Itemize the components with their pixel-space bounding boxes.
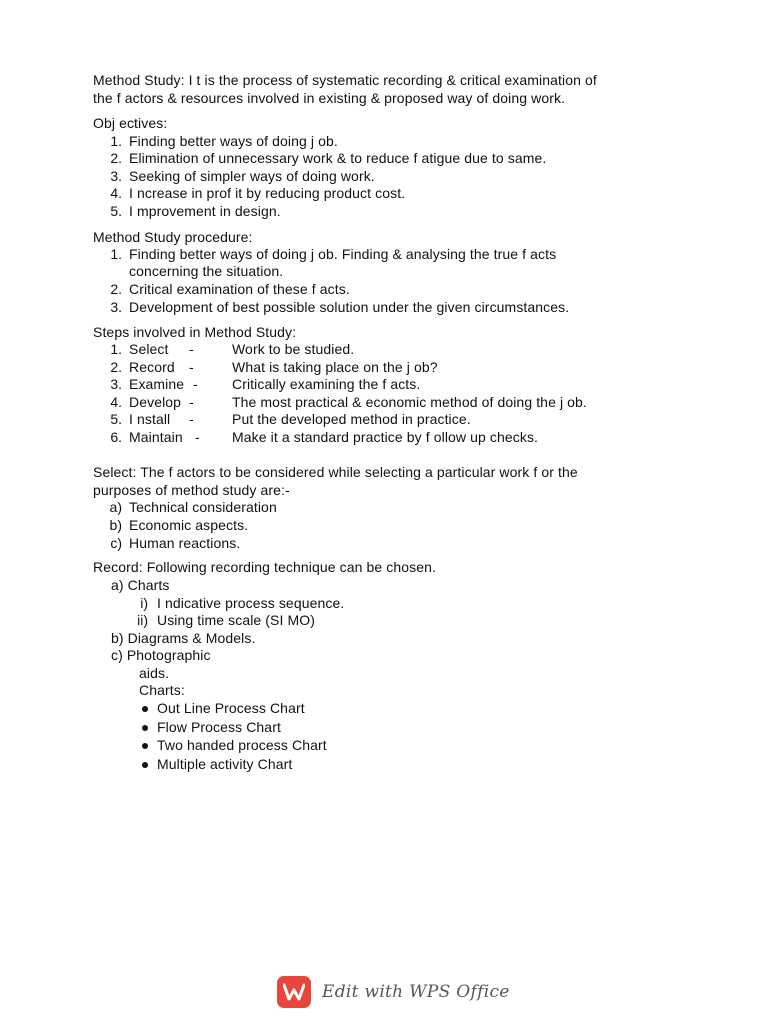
objective-item: Seeking of simpler ways of doing work. <box>129 168 375 184</box>
chart-list-item: Multiple activity Chart <box>157 756 293 772</box>
select-item: Economic aspects. <box>129 517 249 533</box>
step-description: Put the developed method in practice. <box>232 411 471 427</box>
step-dash: - <box>189 341 194 357</box>
objective-item: I ncrease in prof it by reducing product cost. <box>129 185 406 201</box>
record-sub-number: i) <box>140 595 148 611</box>
step-name: Develop <box>129 394 182 410</box>
steps-heading: Steps involved in Method Study: <box>93 324 297 340</box>
procedure-number: 2. <box>110 281 122 297</box>
select-item-letter: b) <box>109 517 122 533</box>
record-item-a: a) Charts <box>111 577 170 593</box>
chart-list-item: Two handed process Chart <box>157 737 327 753</box>
select-item-letter: a) <box>109 499 122 515</box>
bullet-icon <box>142 706 148 712</box>
record-charts-label: Charts: <box>139 682 185 698</box>
step-name: Maintain <box>129 429 183 445</box>
step-description: The most practical & economic method of doing the j ob. <box>232 394 587 410</box>
wps-logo-icon <box>277 976 311 1008</box>
record-sub-item: Using time scale (SI MO) <box>157 612 315 628</box>
step-number: 4. <box>110 394 122 410</box>
select-line-2: purposes of method study are:- <box>93 482 290 498</box>
procedure-number: 3. <box>110 299 122 315</box>
procedure-heading: Method Study procedure: <box>93 229 253 245</box>
step-description: Critically examining the f acts. <box>232 376 421 392</box>
step-number: 5. <box>110 411 122 427</box>
wps-edit-label: Edit with WPS Office <box>322 982 510 1002</box>
objective-number: 3. <box>110 168 122 184</box>
bullet-icon <box>142 725 148 731</box>
step-dash: - <box>195 429 200 445</box>
step-name: Record <box>129 359 175 375</box>
procedure-number: 1. <box>110 246 122 262</box>
record-line-1: Record: Following recording technique can be chosen. <box>93 559 436 575</box>
step-name: Examine <box>129 376 185 392</box>
objective-number: 5. <box>110 203 122 219</box>
chart-list-item: Flow Process Chart <box>157 719 281 735</box>
step-name: Select <box>129 341 169 357</box>
step-dash: - <box>189 411 194 427</box>
step-description: Work to be studied. <box>232 341 355 357</box>
bullet-icon <box>142 743 148 749</box>
step-description: Make it a standard practice by f ollow up checks. <box>232 429 539 445</box>
intro-line-1: Method Study: I t is the process of systematic recording & critical examination of <box>93 72 597 88</box>
select-line-1: Select: The f actors to be considered while selecting a particular work f or the <box>93 464 578 480</box>
record-item-c: c) Photographic <box>111 647 211 663</box>
objective-number: 1. <box>110 133 122 149</box>
objective-item: Elimination of unnecessary work & to reduce f atigue due to same. <box>129 150 547 166</box>
wps-edit-watermark[interactable] <box>277 975 510 1009</box>
procedure-item: Critical examination of these f acts. <box>129 281 350 297</box>
step-number: 2. <box>110 359 122 375</box>
step-name: I nstall <box>129 411 171 427</box>
objective-item: I mprovement in design. <box>129 203 281 219</box>
objective-item: Finding better ways of doing j ob. <box>129 133 338 149</box>
objective-number: 2. <box>110 150 122 166</box>
step-number: 1. <box>110 341 122 357</box>
record-sub-number: ii) <box>137 612 148 628</box>
step-number: 6. <box>110 429 122 445</box>
step-description: What is taking place on the j ob? <box>232 359 438 375</box>
procedure-item-continuation: concerning the situation. <box>129 263 284 279</box>
record-item-b: b) Diagrams & Models. <box>111 630 256 646</box>
bullet-icon <box>142 762 148 768</box>
procedure-item: Finding better ways of doing j ob. Finding & analysing the true f acts <box>129 246 557 262</box>
record-sub-item: I ndicative process sequence. <box>157 595 345 611</box>
step-dash: - <box>193 376 198 392</box>
chart-list-item: Out Line Process Chart <box>157 700 305 716</box>
objective-number: 4. <box>110 185 122 201</box>
select-item-letter: c) <box>110 535 122 551</box>
step-dash: - <box>189 359 194 375</box>
intro-line-2: the f actors & resources involved in existing & proposed way of doing work. <box>93 90 566 106</box>
step-number: 3. <box>110 376 122 392</box>
objectives-heading: Obj ectives: <box>93 115 168 131</box>
record-aids: aids. <box>139 665 170 681</box>
step-dash: - <box>189 394 194 410</box>
select-item: Technical consideration <box>129 499 277 515</box>
select-item: Human reactions. <box>129 535 241 551</box>
procedure-item: Development of best possible solution under the given circumstances. <box>129 299 570 315</box>
